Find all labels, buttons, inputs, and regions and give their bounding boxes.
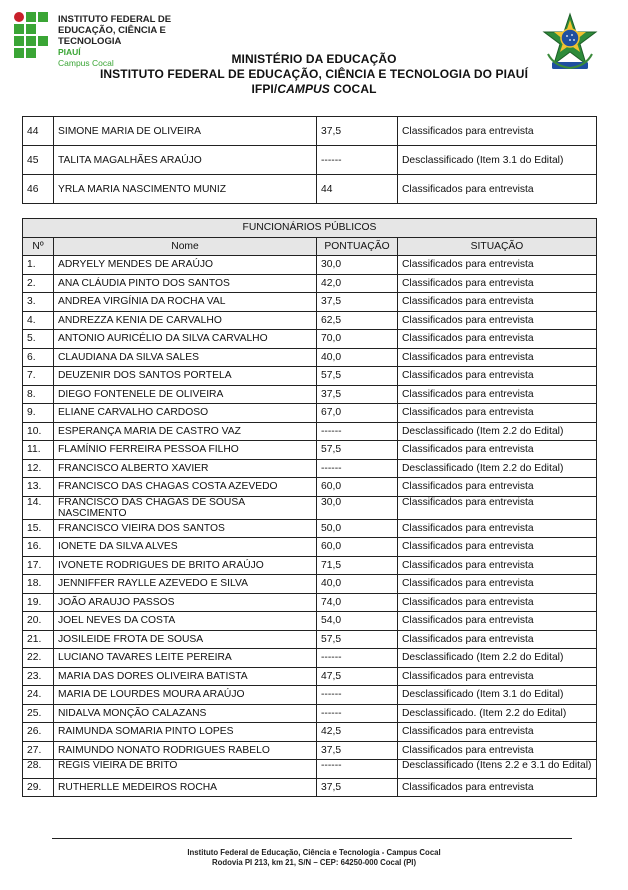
logo-line2: EDUCAÇÃO, CIÊNCIA E TECNOLOGIA xyxy=(58,25,166,47)
row-status: Classificados para entrevista xyxy=(398,478,597,497)
title-ministry: MINISTÉRIO DA EDUCAÇÃO xyxy=(231,52,397,66)
table-row xyxy=(23,459,597,478)
row-number: 7. xyxy=(23,367,54,386)
row-status: Classificados para entrevista xyxy=(398,348,597,367)
row-score: ------ xyxy=(317,686,398,705)
row-name: FRANCISCO ALBERTO XAVIER xyxy=(54,459,317,478)
footer-divider xyxy=(52,838,572,839)
row-name: FRANCISCO VIEIRA DOS SANTOS xyxy=(54,519,317,538)
row-number: 46 xyxy=(23,175,54,204)
row-name: RUTHERLLE MEDEIROS ROCHA xyxy=(54,778,317,797)
row-number: 12. xyxy=(23,459,54,478)
row-status: Desclassificado (Item 2.2 do Edital) xyxy=(398,459,597,478)
row-score: 60,0 xyxy=(317,538,398,557)
row-score: 42,5 xyxy=(317,723,398,742)
table-row xyxy=(23,496,597,519)
row-number: 25. xyxy=(23,704,54,723)
row-number: 44 xyxy=(23,117,54,146)
row-score: 74,0 xyxy=(317,593,398,612)
row-name: NIDALVA MONÇÃO CALAZANS xyxy=(54,704,317,723)
row-number: 26. xyxy=(23,723,54,742)
row-status: Classificados para entrevista xyxy=(398,367,597,386)
logo-line3: PIAUÍ xyxy=(58,47,81,57)
row-number: 2. xyxy=(23,274,54,293)
row-number: 13. xyxy=(23,478,54,497)
row-status: Desclassificado (Item 3.1 do Edital) xyxy=(398,686,597,705)
row-score: 67,0 xyxy=(317,404,398,423)
row-status: Classificados para entrevista xyxy=(398,723,597,742)
row-status: Classificados para entrevista xyxy=(398,496,597,519)
table-row xyxy=(23,593,597,612)
footer xyxy=(0,848,628,868)
row-number: 17. xyxy=(23,556,54,575)
title-campus-suffix: COCAL xyxy=(329,82,377,96)
row-status: Classificados para entrevista xyxy=(398,575,597,594)
table-row xyxy=(23,630,597,649)
table-row xyxy=(23,422,597,441)
row-score: 37,5 xyxy=(317,385,398,404)
row-name: MARIA DAS DORES OLIVEIRA BATISTA xyxy=(54,667,317,686)
row-score: 60,0 xyxy=(317,478,398,497)
row-number: 15. xyxy=(23,519,54,538)
row-name: DIEGO FONTENELE DE OLIVEIRA xyxy=(54,385,317,404)
row-score: 40,0 xyxy=(317,348,398,367)
table-row xyxy=(23,441,597,460)
row-score: ------ xyxy=(317,459,398,478)
table-row xyxy=(23,348,597,367)
row-number: 3. xyxy=(23,293,54,312)
table-row xyxy=(23,274,597,293)
row-score: ------ xyxy=(317,704,398,723)
row-name: FRANCISCO DAS CHAGAS COSTA AZEVEDO xyxy=(54,478,317,497)
table-row xyxy=(23,667,597,686)
table-row xyxy=(23,519,597,538)
row-score: ------ xyxy=(317,649,398,668)
row-status: Desclassificado (Item 3.1 do Edital) xyxy=(398,146,597,175)
row-status: Classificados para entrevista xyxy=(398,293,597,312)
row-score: 54,0 xyxy=(317,612,398,631)
row-status: Classificados para entrevista xyxy=(398,441,597,460)
row-number: 8. xyxy=(23,385,54,404)
table-row xyxy=(23,778,597,797)
row-name: DEUZENIR DOS SANTOS PORTELA xyxy=(54,367,317,386)
row-status: Classificados para entrevista xyxy=(398,117,597,146)
row-status: Classificados para entrevista xyxy=(398,311,597,330)
row-score: 37,5 xyxy=(317,293,398,312)
column-header-status: SITUAÇÃO xyxy=(398,237,597,256)
row-status: Classificados para entrevista xyxy=(398,556,597,575)
results-table-continuation xyxy=(22,116,597,204)
row-status: Desclassificado (Itens 2.2 e 3.1 do Edital) xyxy=(398,760,597,779)
footer-line2: Rodovia PI 213, km 21, S/N – CEP: 64250-000 Cocal (PI) xyxy=(211,858,417,867)
row-name: ANDREA VIRGÍNIA DA ROCHA VAL xyxy=(54,293,317,312)
row-number: 19. xyxy=(23,593,54,612)
row-name: YRLA MARIA NASCIMENTO MUNIZ xyxy=(54,175,317,204)
table-row xyxy=(23,404,597,423)
logo-line1: INSTITUTO FEDERAL DE xyxy=(58,14,172,25)
row-name: RÉGIS VIEIRA DE BRITO xyxy=(54,760,317,779)
row-status: Classificados para entrevista xyxy=(398,667,597,686)
row-status: Desclassificado (Item 2.2 do Edital) xyxy=(398,649,597,668)
row-status: Classificados para entrevista xyxy=(398,538,597,557)
row-score: 70,0 xyxy=(317,330,398,349)
row-score: 30,0 xyxy=(317,256,398,275)
row-score: 62,5 xyxy=(317,311,398,330)
footer-line1: Instituto Federal de Educação, Ciência e Tecnologia - Campus Cocal xyxy=(187,848,441,857)
row-name: ANA CLÁUDIA PINTO DOS SANTOS xyxy=(54,274,317,293)
table-row xyxy=(23,146,597,175)
row-status: Classificados para entrevista xyxy=(398,256,597,275)
table-row xyxy=(23,367,597,386)
table-row xyxy=(23,556,597,575)
table-row xyxy=(23,330,597,349)
title-institute: INSTITUTO FEDERAL DE EDUCAÇÃO, CIÊNCIA E TECNOLOGIA DO PIAUÍ xyxy=(99,67,529,81)
row-name: JOÃO ARAUJO PASSOS xyxy=(54,593,317,612)
table-row xyxy=(23,704,597,723)
row-name: RAIMUNDA SOMARIA PINTO LOPES xyxy=(54,723,317,742)
row-name: ADRYELY MENDES DE ARAÚJO xyxy=(54,256,317,275)
row-score: 44 xyxy=(317,175,398,204)
title-campus xyxy=(0,82,628,97)
table-row xyxy=(23,686,597,705)
row-score: ------ xyxy=(317,760,398,779)
row-number: 6. xyxy=(23,348,54,367)
table-row xyxy=(23,478,597,497)
row-number: 45 xyxy=(23,146,54,175)
column-header-name: Nome xyxy=(54,237,317,256)
row-number: 28. xyxy=(23,760,54,779)
column-header-score: PONTUAÇÃO xyxy=(317,237,398,256)
row-score: ------ xyxy=(317,146,398,175)
results-table-public-employees xyxy=(22,218,597,797)
row-name: FRANCISCO DAS CHAGAS DE SOUSA NASCIMENTO xyxy=(54,496,317,519)
row-score: 37,5 xyxy=(317,778,398,797)
row-status: Classificados para entrevista xyxy=(398,404,597,423)
row-status: Classificados para entrevista xyxy=(398,175,597,204)
logo-line4: Campus Cocal xyxy=(58,58,114,68)
row-score: 30,0 xyxy=(317,496,398,519)
row-name: RAIMUNDO NONATO RODRIGUES RABELO xyxy=(54,741,317,760)
row-number: 16. xyxy=(23,538,54,557)
table-row xyxy=(23,612,597,631)
row-name: JOSILEIDE FROTA DE SOUSA xyxy=(54,630,317,649)
row-name: ELIANE CARVALHO CARDOSO xyxy=(54,404,317,423)
row-number: 4. xyxy=(23,311,54,330)
row-name: IONETE DA SILVA ALVES xyxy=(54,538,317,557)
section-title: FUNCIONÁRIOS PÚBLICOS xyxy=(23,219,597,238)
row-number: 9. xyxy=(23,404,54,423)
row-status: Classificados para entrevista xyxy=(398,630,597,649)
title-campus-italic: CAMPUS xyxy=(277,82,330,96)
table-row xyxy=(23,538,597,557)
row-score: 57,5 xyxy=(317,630,398,649)
row-score: 50,0 xyxy=(317,519,398,538)
row-status: Classificados para entrevista xyxy=(398,385,597,404)
row-number: 10. xyxy=(23,422,54,441)
row-score: 71,5 xyxy=(317,556,398,575)
row-number: 18. xyxy=(23,575,54,594)
row-status: Classificados para entrevista xyxy=(398,612,597,631)
row-score: 37,5 xyxy=(317,741,398,760)
title-campus-prefix: IFPI/ xyxy=(251,82,278,96)
row-name: FLAMÍNIO FERREIRA PESSOA FILHO xyxy=(54,441,317,460)
row-number: 24. xyxy=(23,686,54,705)
row-status: Desclassificado. (Item 2.2 do Edital) xyxy=(398,704,597,723)
row-name: ANTONIO AURICÉLIO DA SILVA CARVALHO xyxy=(54,330,317,349)
table-row xyxy=(23,117,597,146)
table-row xyxy=(23,256,597,275)
row-name: SIMONE MARIA DE OLIVEIRA xyxy=(54,117,317,146)
table-row xyxy=(23,741,597,760)
section-title-row xyxy=(23,219,597,238)
row-status: Classificados para entrevista xyxy=(398,593,597,612)
row-number: 22. xyxy=(23,649,54,668)
table-row xyxy=(23,385,597,404)
row-name: LUCIANO TAVARES LEITE PEREIRA xyxy=(54,649,317,668)
row-score: 42,0 xyxy=(317,274,398,293)
row-name: ESPERANÇA MARIA DE CASTRO VAZ xyxy=(54,422,317,441)
table-row xyxy=(23,649,597,668)
row-name: CLAUDIANA DA SILVA SALES xyxy=(54,348,317,367)
row-name: ANDREZZA KENIA DE CARVALHO xyxy=(54,311,317,330)
row-status: Classificados para entrevista xyxy=(398,274,597,293)
row-score: 40,0 xyxy=(317,575,398,594)
row-number: 29. xyxy=(23,778,54,797)
row-status: Classificados para entrevista xyxy=(398,330,597,349)
row-number: 21. xyxy=(23,630,54,649)
row-score: 57,5 xyxy=(317,367,398,386)
table-row xyxy=(23,723,597,742)
table-row xyxy=(23,293,597,312)
row-score: 57,5 xyxy=(317,441,398,460)
row-score: 37,5 xyxy=(317,117,398,146)
table-row xyxy=(23,175,597,204)
row-status: Classificados para entrevista xyxy=(398,741,597,760)
row-score: ------ xyxy=(317,422,398,441)
table-row xyxy=(23,575,597,594)
row-number: 5. xyxy=(23,330,54,349)
row-name: MARIA DE LOURDES MOURA ARAÚJO xyxy=(54,686,317,705)
row-status: Classificados para entrevista xyxy=(398,519,597,538)
column-header-row xyxy=(23,237,597,256)
column-header-num: Nº xyxy=(23,237,54,256)
row-name: JENNIFFER RAYLLE AZEVEDO E SILVA xyxy=(54,575,317,594)
row-name: JOEL NEVES DA COSTA xyxy=(54,612,317,631)
document-title xyxy=(0,52,628,97)
row-number: 20. xyxy=(23,612,54,631)
row-number: 1. xyxy=(23,256,54,275)
row-number: 27. xyxy=(23,741,54,760)
row-number: 14. xyxy=(23,496,54,519)
row-status: Classificados para entrevista xyxy=(398,778,597,797)
row-status: Desclassificado (Item 2.2 do Edital) xyxy=(398,422,597,441)
row-number: 23. xyxy=(23,667,54,686)
row-number: 11. xyxy=(23,441,54,460)
table-row xyxy=(23,311,597,330)
table-row xyxy=(23,760,597,779)
row-score: 47,5 xyxy=(317,667,398,686)
row-name: TALITA MAGALHÃES ARAÚJO xyxy=(54,146,317,175)
row-name: IVONETE RODRIGUES DE BRITO ARAÚJO xyxy=(54,556,317,575)
